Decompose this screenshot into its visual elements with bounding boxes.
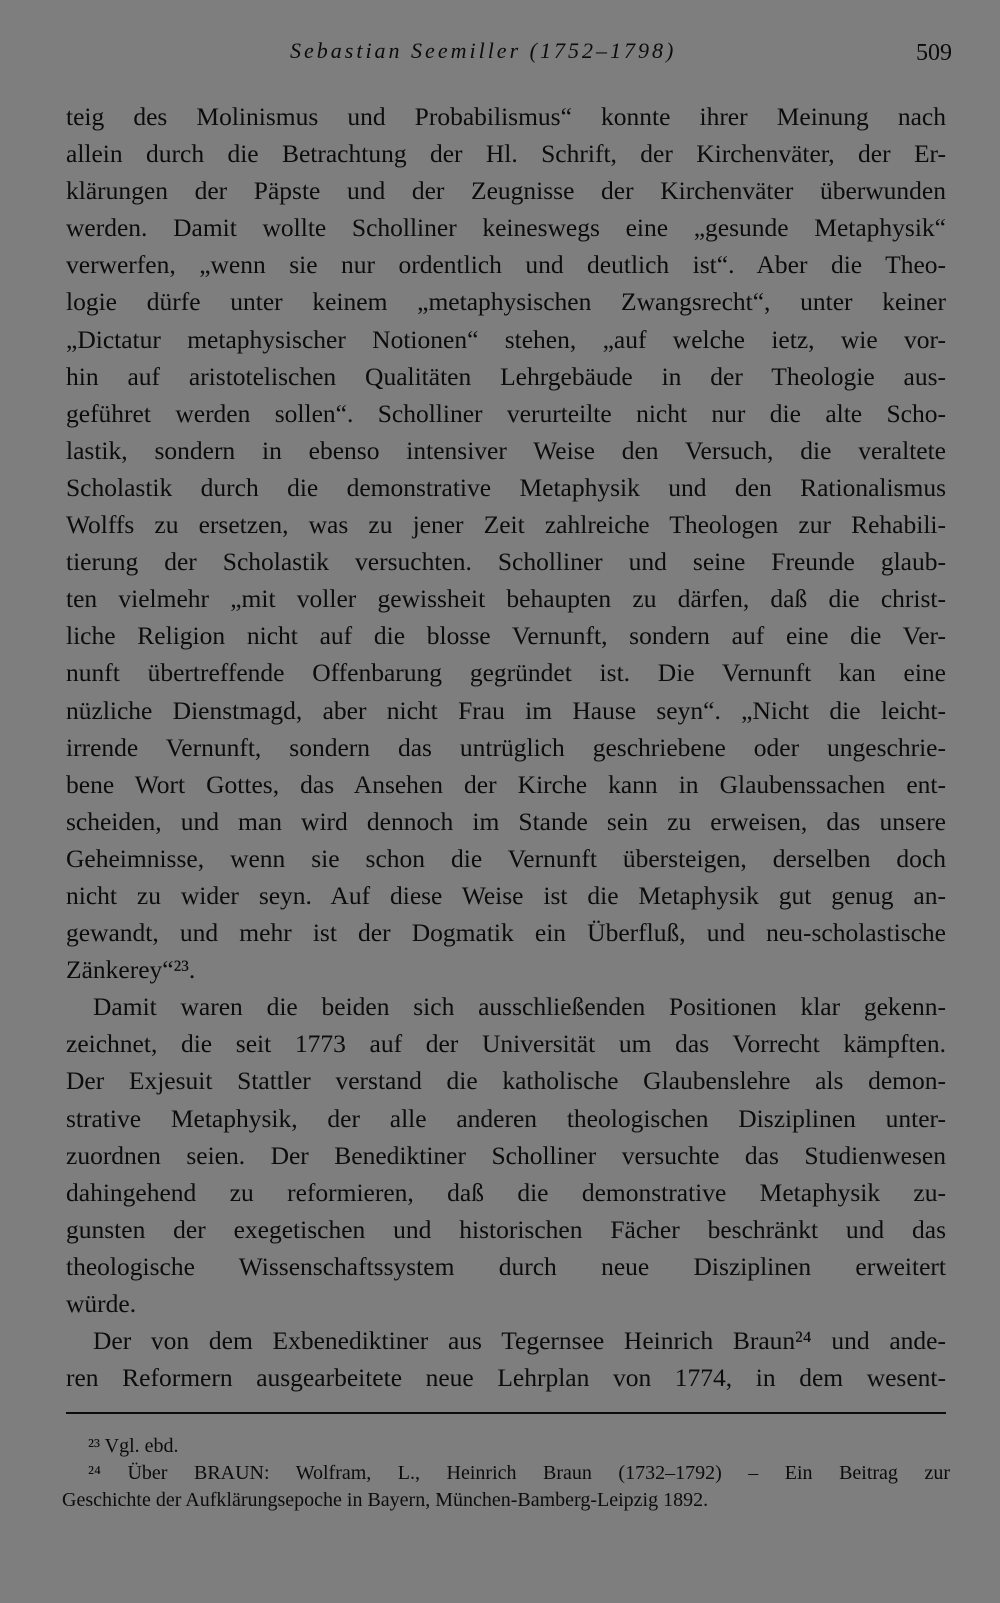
text-line: scheiden, und man wird dennoch im Stande sein zu erweisen, das unsere — [66, 806, 946, 836]
text-line: zeichnet, die seit 1773 auf der Universität um das Vorrecht kämpften. — [66, 1029, 946, 1059]
running-title: Sebastian Seemiller (1752–1798) — [290, 38, 677, 63]
text-line: tierung der Scholastik versuchten. Scholliner und seine Freunde glaub- — [66, 547, 946, 577]
text-line: nüzliche Dienstmagd, aber nicht Frau im Hause seyn“. „Nicht die leicht- — [66, 695, 946, 725]
footnotes — [62, 1433, 950, 1514]
text-line: lastik, sondern in ebenso intensiver Weise den Versuch, die veraltete — [66, 435, 946, 465]
text-line: hin auf aristotelischen Qualitäten Lehrgebäude in der Theologie aus- — [66, 361, 946, 391]
body-text — [66, 98, 946, 1396]
text-line: gewandt, und mehr ist der Dogmatik ein Überfluß, und neu-scholastische — [66, 918, 946, 948]
text-line: irrende Vernunft, sondern das untrüglich geschriebene oder ungeschrie- — [66, 732, 946, 762]
text-line: zuordnen seien. Der Benediktiner Scholliner versuchte das Studienwesen — [66, 1140, 946, 1170]
text-line: verwerfen, „wenn sie nur ordentlich und deutlich ist“. Aber die Theo- — [66, 250, 946, 280]
text-line: klärungen der Päpste und der Zeugnisse der Kirchenväter überwunden — [66, 176, 946, 206]
paragraph-start-line: Damit waren die beiden sich ausschließenden Positionen klar gekenn- — [93, 992, 946, 1022]
footnote-24: ²⁴ Über BRAUN: Wolfram, L., Heinrich Braun (1732–1792) – Ein Beitrag zur — [88, 1462, 950, 1484]
text-line: teig des Molinismus und Probabilismus“ konnte ihrer Meinung nach — [66, 102, 946, 131]
text-line: Wolffs zu ersetzen, was zu jener Zeit zahlreiche Theologen zur Rehabili- — [66, 510, 946, 540]
text-line: Scholastik durch die demonstrative Metaphysik und den Rationalismus — [66, 472, 946, 502]
text-line: strative Metaphysik, der alle anderen theologischen Disziplinen unter- — [66, 1103, 946, 1133]
text-line: „Dictatur metaphysischer Notionen“ stehen, „auf welche ietz, wie vor- — [66, 324, 946, 354]
text-line: Geheimnisse, wenn sie schon die Vernunft übersteigen, derselben doch — [66, 843, 946, 873]
text-line: Zänkerey“²³. — [66, 955, 196, 985]
text-line: geführet werden sollen“. Scholliner verurteilte nicht nur die alte Scho- — [66, 398, 946, 428]
text-line: theologische Wissenschaftssystem durch neue Disziplinen erweitert — [66, 1251, 946, 1281]
text-line: logie dürfe unter keinem „metaphysischen Zwangsrecht“, unter keiner — [66, 287, 946, 317]
text-line: liche Religion nicht auf die blosse Vernunft, sondern auf eine die Ver- — [66, 621, 946, 651]
text-line: allein durch die Betrachtung der Hl. Schrift, der Kirchenväter, der Er- — [66, 139, 946, 169]
page-number: 509 — [916, 40, 952, 66]
text-line: gunsten der exegetischen und historischen Fächer beschränkt und das — [66, 1214, 946, 1244]
text-line: nicht zu wider seyn. Auf diese Weise ist die Metaphysik gut genug an- — [66, 880, 946, 910]
text-line: bene Wort Gottes, das Ansehen der Kirche kann in Glaubenssachen ent- — [66, 769, 946, 799]
footnote-separator — [66, 1412, 946, 1414]
text-line: Der Exjesuit Stattler verstand die katholische Glaubenslehre als demon- — [66, 1066, 946, 1096]
footnote-24-continuation: Geschichte der Aufklärungsepoche in Bayern, München-Bamberg-Leipzig 1892. — [62, 1489, 709, 1511]
text-line: werden. Damit wollte Scholliner keineswegs eine „gesunde Metaphysik“ — [66, 213, 946, 243]
text-line: ren Reformern ausgearbeitete neue Lehrplan von 1774, in dem wesent- — [66, 1363, 946, 1393]
footnote-23: ²³ Vgl. ebd. — [88, 1435, 179, 1457]
text-line: ten vielmehr „mit voller gewissheit behaupten zu därfen, daß die christ- — [66, 584, 946, 614]
text-line: dahingehend zu reformieren, daß die demonstrative Metaphysik zu- — [66, 1177, 946, 1207]
text-line: würde. — [66, 1289, 137, 1318]
text-line: nunft übertreffende Offenbarung gegründet ist. Die Vernunft kan eine — [66, 658, 946, 688]
paragraph-start-line: Der von dem Exbenediktiner aus Tegernsee Heinrich Braun²⁴ und ande- — [93, 1326, 946, 1356]
